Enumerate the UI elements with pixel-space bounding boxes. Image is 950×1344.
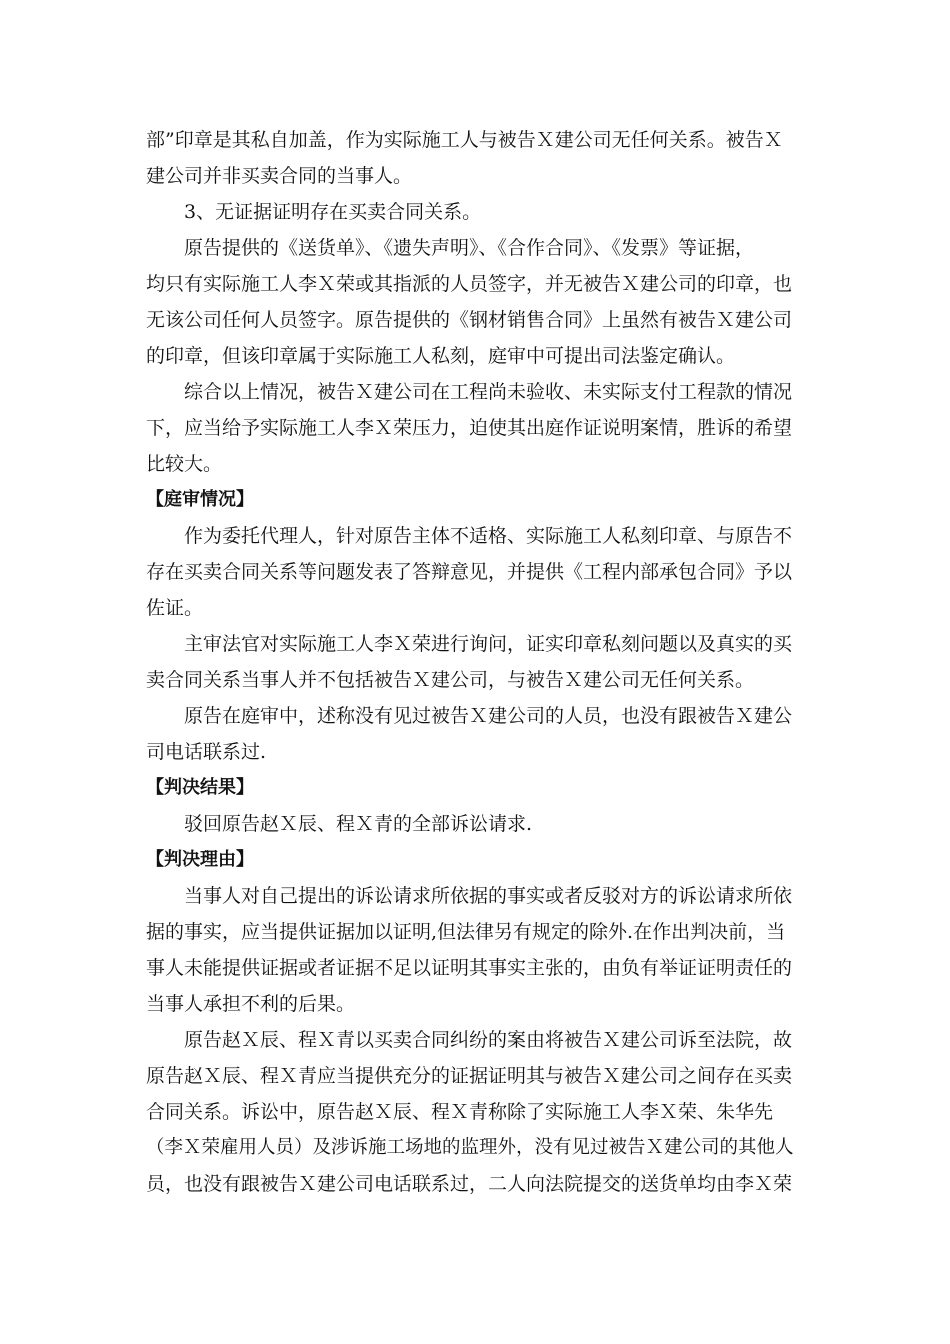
text-line: 原告赵Ｘ辰、程Ｘ青以买卖合同纠纷的案由将被告Ｘ建公司诉至法院，故 <box>184 1029 793 1051</box>
text-line: 原告在庭审中，述称没有见过被告Ｘ建公司的人员，也没有跟被告Ｘ建公 <box>184 705 793 727</box>
text-line: 综合以上情况，被告Ｘ建公司在工程尚未验收、未实际支付工程款的情况 <box>184 381 793 403</box>
text-line: 无该公司任何人员签字。原告提供的《钢材销售合同》上虽然有被告Ｘ建公司 <box>146 309 793 331</box>
text-line: 作为委托代理人，针对原告主体不适格、实际施工人私刻印章、与原告不 <box>184 525 793 547</box>
document-body <box>146 122 806 1202</box>
text-line: 建公司并非买卖合同的当事人。 <box>146 165 413 187</box>
text-line: 主审法官对实际施工人李Ｘ荣进行询问，证实印章私刻问题以及真实的买 <box>184 633 793 655</box>
text-line: 原告提供的《送货单》、《遗失声明》、《合作合同》、《发票》等证据， <box>184 237 755 259</box>
text-line: 下，应当给予实际施工人李Ｘ荣压力，迫使其出庭作证说明案情，胜诉的希望 <box>146 417 793 439</box>
text-line: 3、无证据证明存在买卖合同关系。 <box>184 201 482 223</box>
text-line: 原告赵Ｘ辰、程Ｘ青应当提供充分的证据证明其与被告Ｘ建公司之间存在买卖 <box>146 1065 793 1087</box>
text-line: 存在买卖合同关系等问题发表了答辩意见，并提供《工程内部承包合同》予以 <box>146 561 793 583</box>
text-line: 驳回原告赵Ｘ辰、程Ｘ青的全部诉讼请求. <box>184 813 533 835</box>
section-heading: 【判决结果】 <box>146 777 254 798</box>
text-line: 的印章，但该印章属于实际施工人私刻，庭审中可提出司法鉴定确认。 <box>146 345 736 367</box>
text-line: 合同关系。诉讼中，原告赵Ｘ辰、程Ｘ青称除了实际施工人李Ｘ荣、朱华先 <box>146 1101 774 1123</box>
text-line: 当事人对自己提出的诉讼请求所依据的事实或者反驳对方的诉讼请求所依 <box>184 885 793 907</box>
text-line: 均只有实际施工人李Ｘ荣或其指派的人员签字，并无被告Ｘ建公司的印章，也 <box>146 273 793 295</box>
text-line: 佐证。 <box>146 597 204 619</box>
text-line: 卖合同关系当事人并不包括被告Ｘ建公司，与被告Ｘ建公司无任何关系。 <box>146 669 755 691</box>
text-line: （李Ｘ荣雇用人员）及涉诉施工场地的监理外，没有见过被告Ｘ建公司的其他人 <box>146 1137 794 1158</box>
text-line: 司电话联系过. <box>146 741 267 763</box>
text-line: 当事人承担不利的后果。 <box>146 993 356 1015</box>
text-line: 部”印章是其私自加盖，作为实际施工人与被告Ｘ建公司无任何关系。被告Ｘ <box>146 129 783 151</box>
text-line: 比较大。 <box>146 453 223 475</box>
text-line: 事人未能提供证据或者证据不足以证明其事实主张的，由负有举证证明责任的 <box>146 957 793 979</box>
section-heading: 【判决理由】 <box>146 849 254 870</box>
section-heading: 【庭审情况】 <box>146 489 254 510</box>
text-line: 据的事实，应当提供证据加以证明,但法律另有规定的除外.在作出判决前，当 <box>146 921 786 943</box>
text-line: 员，也没有跟被告Ｘ建公司电话联系过，二人向法院提交的送货单均由李Ｘ荣 <box>146 1173 793 1195</box>
